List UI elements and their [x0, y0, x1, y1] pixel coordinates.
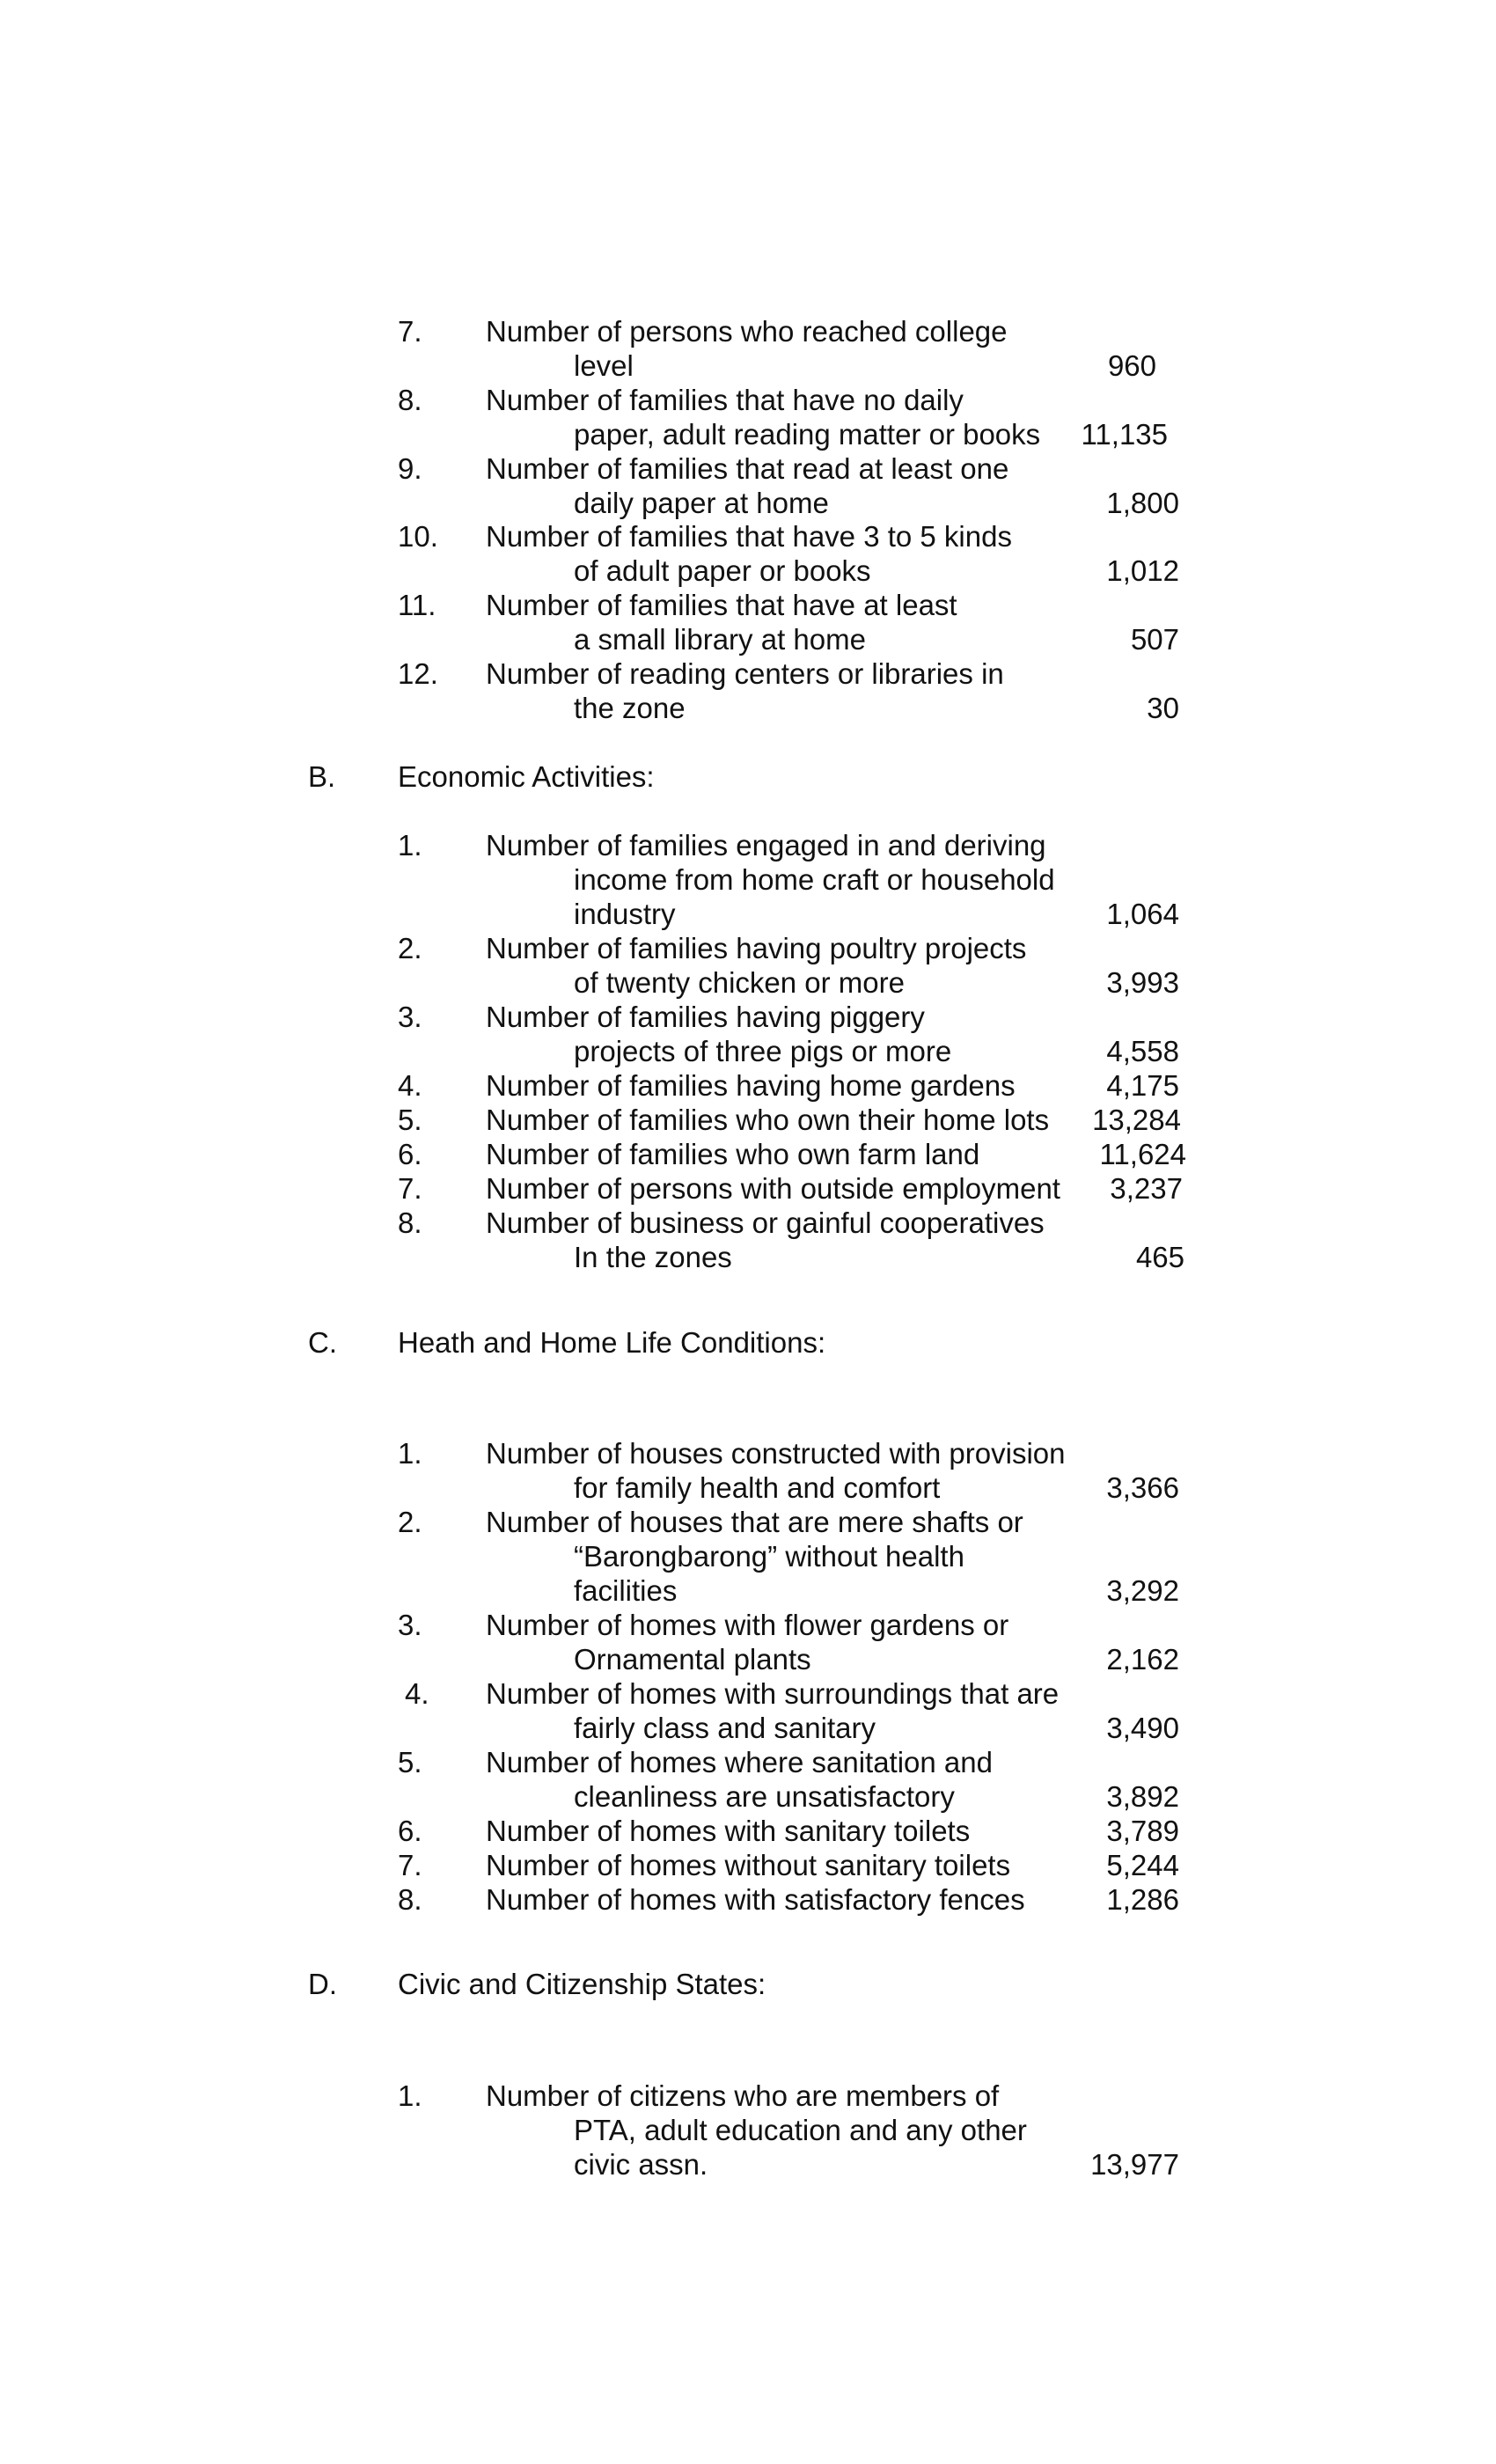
item-number: 4. [398, 1069, 422, 1102]
item-number: 1. [398, 829, 422, 862]
item-text-continued: paper, adult reading matter or books [574, 418, 1041, 451]
item-text: Number of families that have no daily [486, 384, 964, 416]
item-text-continued: for family health and comfort [574, 1471, 941, 1504]
item-number: 4. [405, 1677, 429, 1710]
section-title: Economic Activities: [398, 760, 655, 793]
item-value: 11,624 [1099, 1138, 1186, 1170]
item-number: 10. [398, 520, 438, 553]
item-value: 1,064 [1106, 898, 1179, 930]
item-text: Number of homes with flower gardens or [486, 1609, 1009, 1641]
item-text-continued: Ornamental plants [574, 1643, 811, 1676]
section-letter: B. [308, 760, 336, 793]
item-text-continued: industry [574, 898, 676, 930]
item-text: Number of business or gainful cooperatives [486, 1206, 1045, 1239]
item-number: 7. [398, 1849, 422, 1881]
item-value: 3,789 [1106, 1815, 1179, 1847]
item-text: Number of homes with surroundings that are [486, 1677, 1060, 1710]
item-value: 4,175 [1106, 1069, 1179, 1102]
item-number: 1. [398, 2079, 422, 2112]
item-value: 3,892 [1106, 1780, 1179, 1813]
item-text-continued: cleanliness are unsatisfactory [574, 1780, 955, 1813]
item-text: Number of persons with outside employment [486, 1172, 1060, 1205]
item-value: 30 [1147, 692, 1179, 724]
item-number: 6. [398, 1815, 422, 1847]
item-text: Number of families that read at least one [486, 452, 1009, 485]
item-number: 3. [398, 1609, 422, 1641]
item-text-continued: level [574, 349, 634, 382]
item-text-continued: a small library at home [574, 623, 866, 656]
item-text-continued: civic assn. [574, 2148, 708, 2181]
item-text: Number of families that have 3 to 5 kinds [486, 520, 1012, 553]
item-text-continued: projects of three pigs or more [574, 1035, 952, 1067]
item-value: 3,366 [1106, 1471, 1179, 1504]
item-value: 465 [1135, 1241, 1184, 1273]
section-title: Heath and Home Life Conditions: [398, 1326, 826, 1359]
item-number: 11. [398, 589, 436, 621]
item-value: 3,292 [1106, 1574, 1179, 1607]
item-text: Number of families who own farm land [486, 1138, 980, 1170]
item-text-continued: facilities [574, 1574, 678, 1607]
item-text: Number of homes with sanitary toilets [486, 1815, 971, 1847]
item-number: 8. [398, 384, 422, 416]
item-text: Number of homes with satisfactory fences [486, 1883, 1025, 1916]
item-value: 1,800 [1106, 487, 1179, 519]
item-value: 960 [1107, 349, 1156, 382]
item-text: Number of houses that are mere shafts or [486, 1506, 1023, 1538]
item-text-continued: fairly class and sanitary [574, 1712, 876, 1744]
item-number: 12. [398, 657, 438, 690]
item-value: 5,244 [1106, 1849, 1179, 1881]
item-value: 1,286 [1106, 1883, 1179, 1916]
item-text-continued: income from home craft or household [574, 863, 1055, 896]
item-number: 7. [398, 1172, 422, 1205]
item-number: 6. [398, 1138, 422, 1170]
item-value: 13,977 [1090, 2148, 1179, 2181]
item-text: Number of houses constructed with provision [486, 1437, 1066, 1470]
item-value: 507 [1130, 623, 1179, 656]
item-number: 5. [398, 1104, 422, 1136]
item-text: Number of homes without sanitary toilets [486, 1849, 1011, 1881]
item-value: 3,490 [1106, 1712, 1179, 1744]
section-letter: C. [308, 1326, 337, 1359]
item-text: Number of families having home gardens [486, 1069, 1016, 1102]
item-text: Number of homes where sanitation and [486, 1746, 993, 1778]
item-text: Number of persons who reached college [486, 315, 1008, 348]
section-title: Civic and Citizenship States: [398, 1968, 766, 2000]
item-number: 7. [398, 315, 422, 348]
item-value: 2,162 [1106, 1643, 1179, 1676]
item-text: Number of families that have at least [486, 589, 957, 621]
item-text: Number of families who own their home lots [486, 1104, 1050, 1136]
item-number: 5. [398, 1746, 422, 1778]
item-text: Number of families having poultry projects [486, 932, 1027, 964]
item-value: 3,993 [1106, 966, 1179, 999]
item-text-continued: PTA, adult education and any other [574, 2114, 1027, 2146]
item-value: 4,558 [1106, 1035, 1179, 1067]
item-number: 1. [398, 1437, 422, 1470]
section-letter: D. [308, 1968, 337, 2000]
item-text-continued: of adult paper or books [574, 554, 871, 587]
item-number: 2. [398, 932, 422, 964]
item-text-continued: of twenty chicken or more [574, 966, 905, 999]
item-text-continued: “Barongbarong” without health [574, 1540, 964, 1573]
item-number: 9. [398, 452, 422, 485]
item-text-continued: In the zones [574, 1241, 732, 1273]
item-number: 2. [398, 1506, 422, 1538]
item-value: 13,284 [1092, 1104, 1181, 1136]
item-text: Number of reading centers or libraries in [486, 657, 1004, 690]
item-text-continued: daily paper at home [574, 487, 829, 519]
item-value: 11,135 [1081, 418, 1168, 451]
item-number: 8. [398, 1206, 422, 1239]
item-text: Number of citizens who are members of [486, 2079, 1000, 2112]
item-value: 1,012 [1106, 554, 1179, 587]
item-number: 8. [398, 1883, 422, 1916]
item-text: Number of families having piggery [486, 1001, 925, 1033]
item-text-continued: the zone [574, 692, 686, 724]
item-number: 3. [398, 1001, 422, 1033]
item-text: Number of families engaged in and deriving [486, 829, 1046, 862]
item-value: 3,237 [1110, 1172, 1183, 1205]
